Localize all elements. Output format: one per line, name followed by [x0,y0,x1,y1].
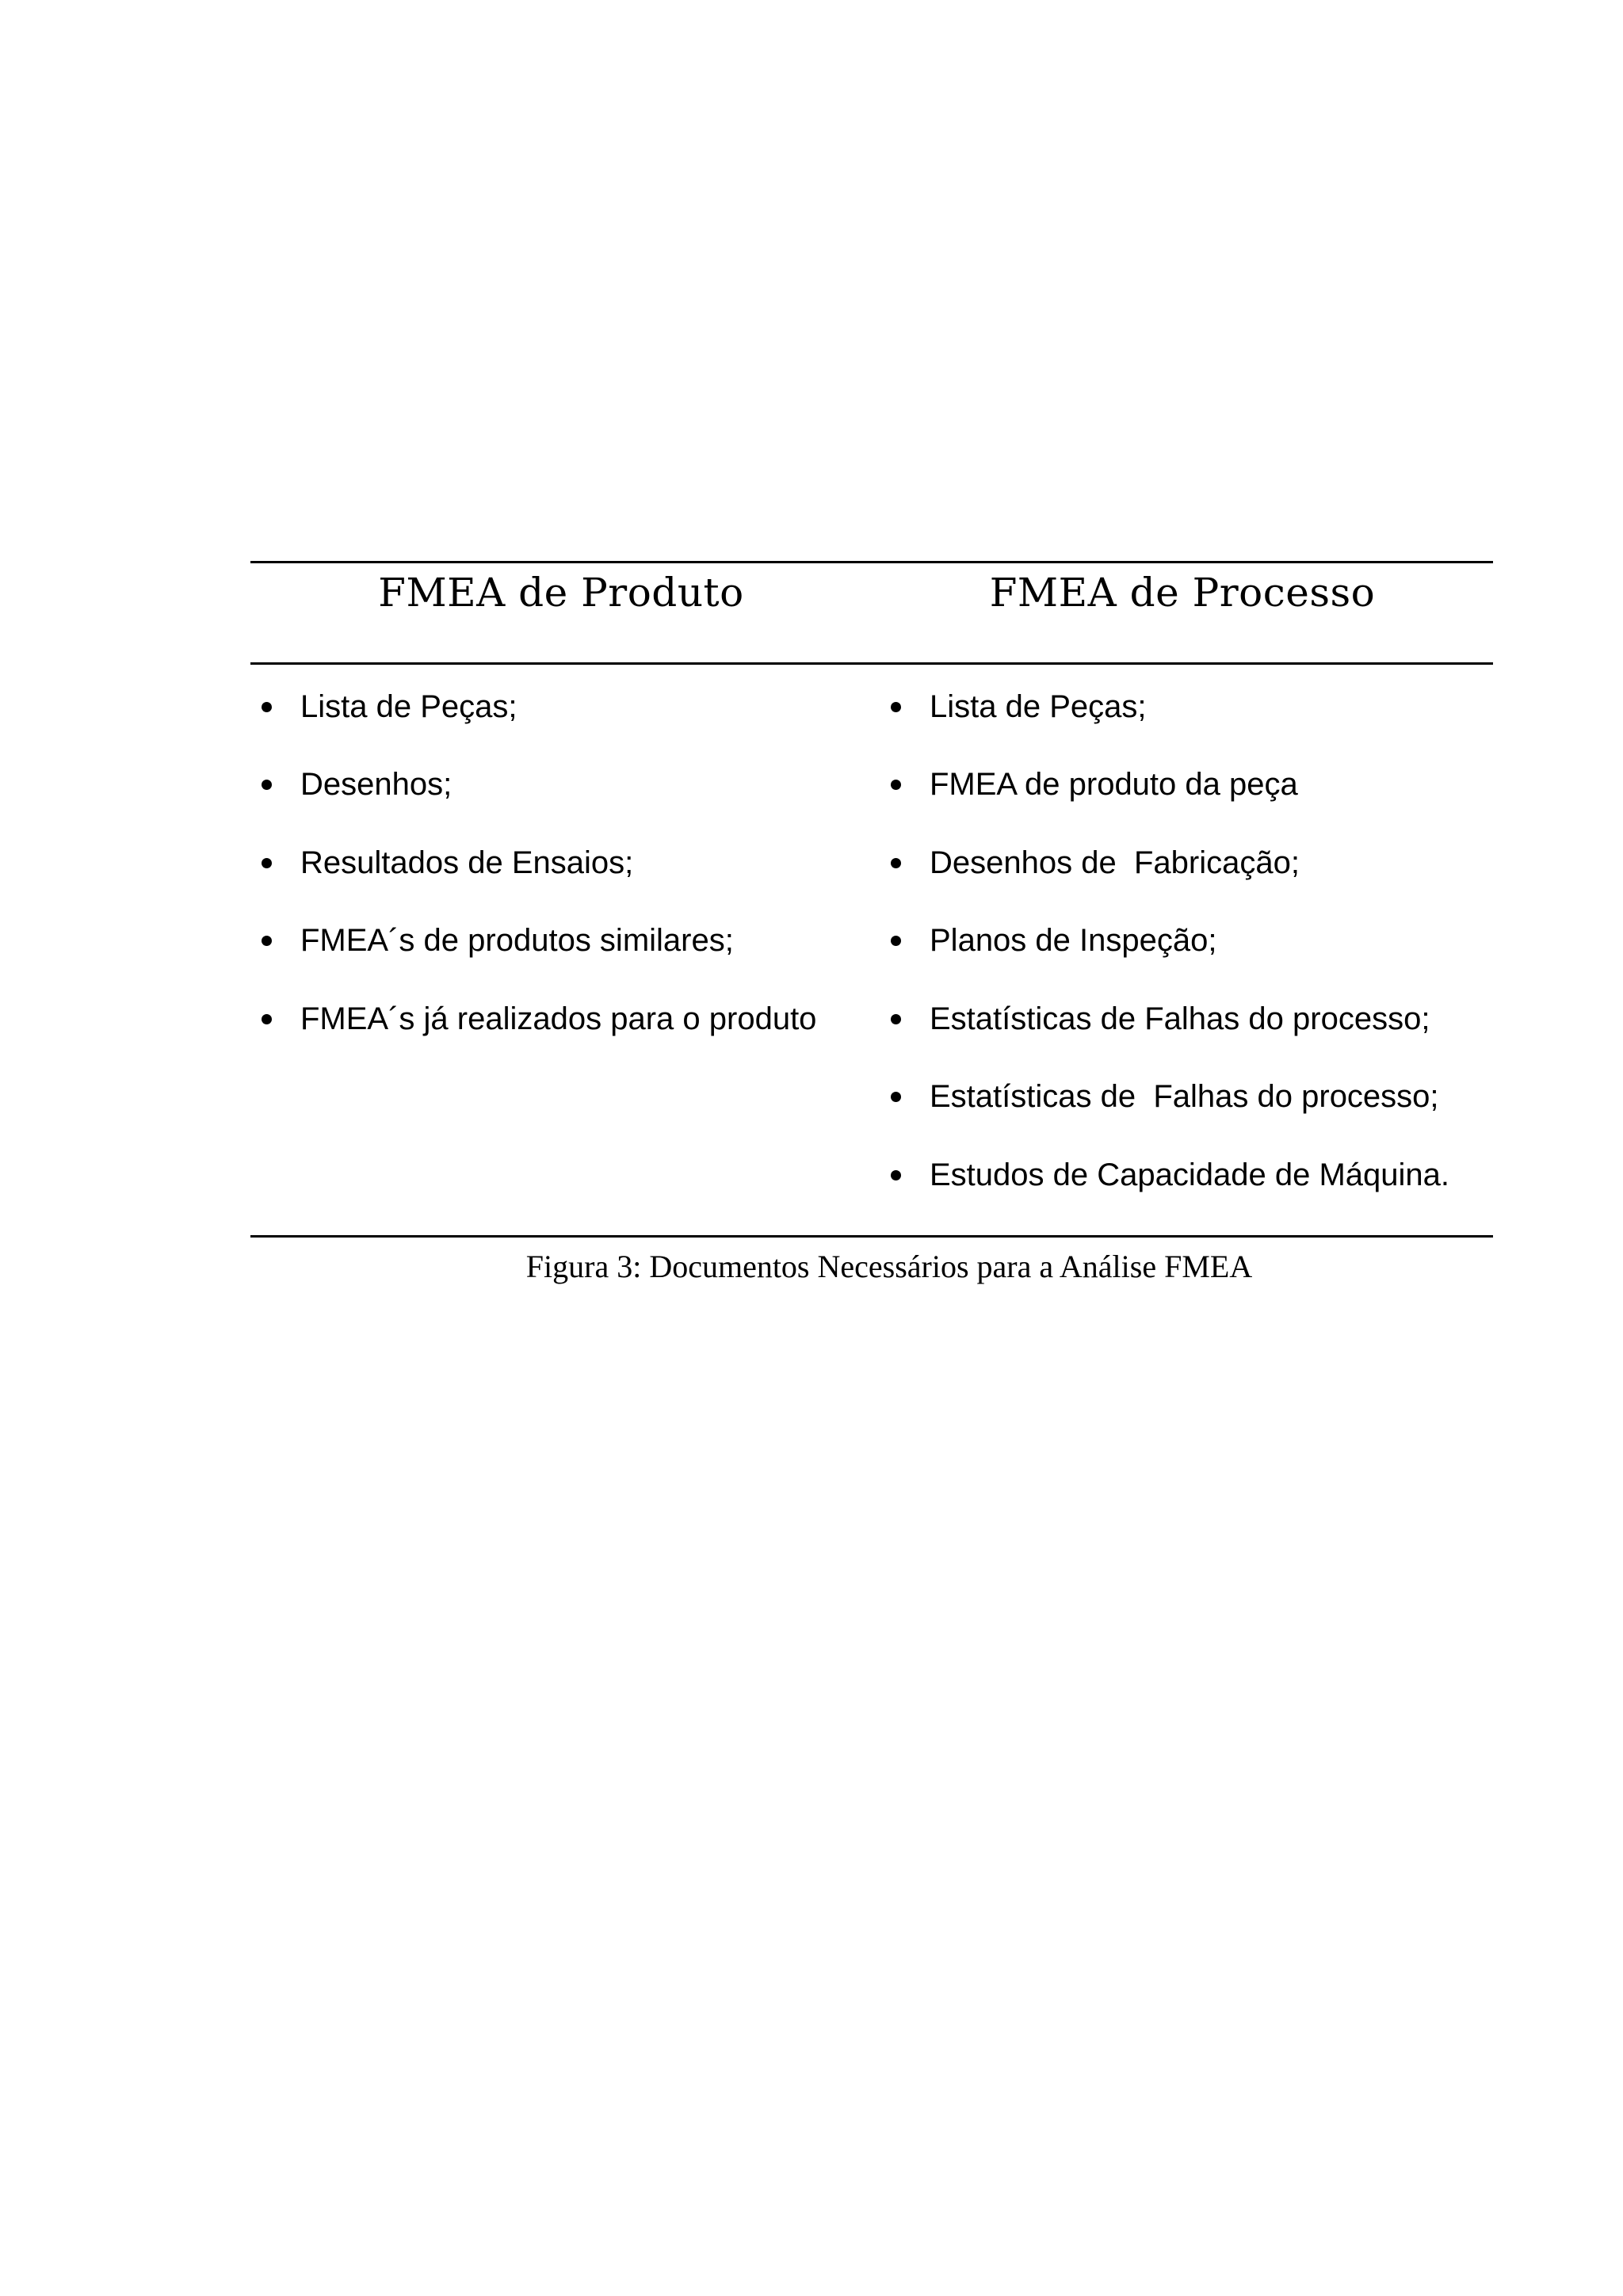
produto-list [262,668,872,1058]
list-item: Lista de Peças; [262,668,872,746]
documents-table [250,561,1493,1238]
header-fmea-produto: FMEA de Produto [378,570,744,616]
list-item: Lista de Peças; [891,668,1493,746]
bullet-icon [891,858,901,868]
header-fmea-processo: FMEA de Processo [989,570,1376,616]
table-header-row [250,563,1493,662]
list-item: Estudos de Capacidade de Máquina. [891,1136,1493,1215]
list-item: Estatísticas de Falhas do processo; [891,980,1493,1058]
table-body-row [250,665,1493,1235]
bullet-icon [262,858,272,868]
list-item: Estatísticas de Falhas do processo; [891,1058,1493,1137]
column-fmea-produto [250,668,872,1215]
bullet-icon [891,702,901,712]
processo-list [891,668,1493,1215]
bullet-icon [891,1014,901,1024]
bullet-icon [262,1014,272,1024]
table-bottom-rule [250,1235,1493,1238]
list-item: Planos de Inspeção; [891,902,1493,981]
list-item: FMEA´s de produtos similares; [262,902,872,981]
bullet-icon [262,702,272,712]
list-item: Desenhos de Fabricação; [891,824,1493,902]
bullet-icon [262,780,272,790]
bullet-icon [891,1092,901,1102]
list-item: Desenhos; [262,746,872,825]
list-item: FMEA´s já realizados para o produto [262,980,872,1058]
list-item: Resultados de Ensaios; [262,824,872,902]
list-item: FMEA de produto da peça [891,746,1493,825]
bullet-icon [891,780,901,790]
column-fmea-processo [872,668,1493,1215]
bullet-icon [891,936,901,946]
bullet-icon [262,936,272,946]
figure-caption: Figura 3: Documentos Necessários para a Análise FMEA [525,1249,1253,1284]
bullet-icon [891,1170,901,1180]
